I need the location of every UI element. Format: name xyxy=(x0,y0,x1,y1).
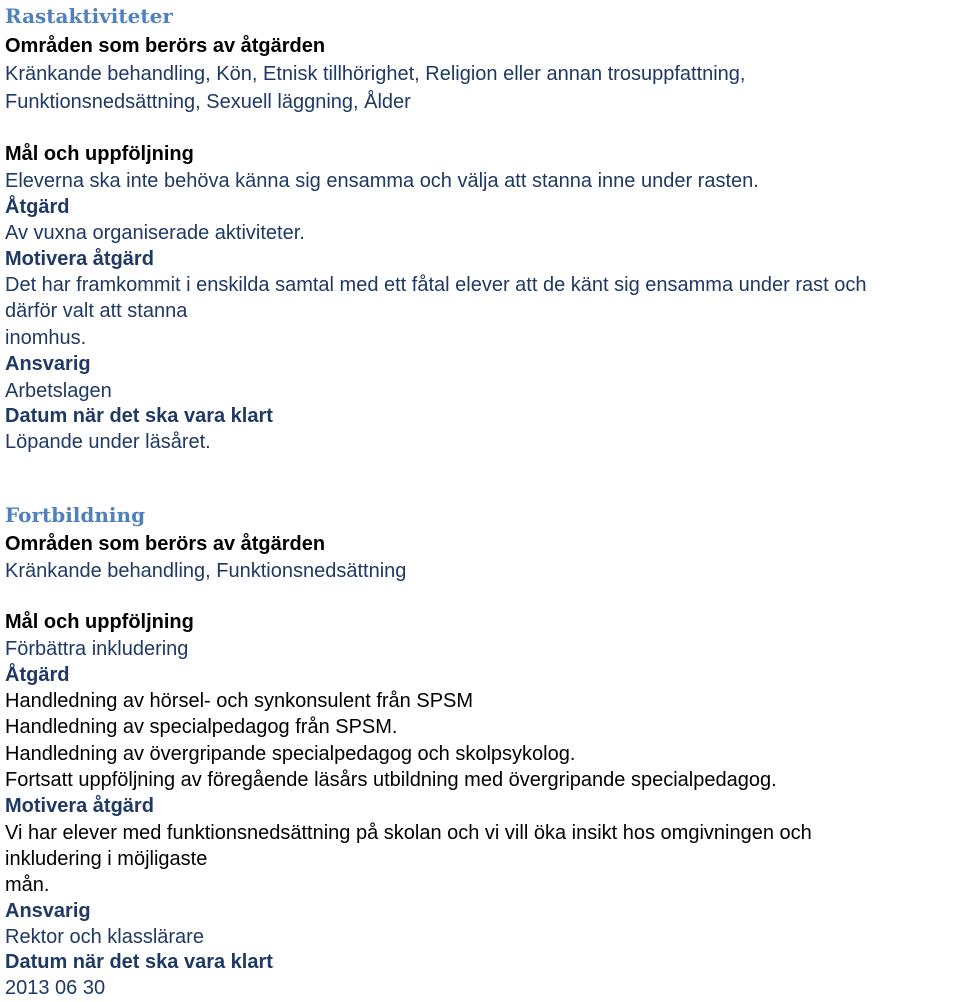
action-text: Av vuxna organiserade aktiviteter. xyxy=(5,222,305,244)
date-text: 2013 06 30 xyxy=(5,977,106,999)
motivate-heading: Motivera åtgärd xyxy=(5,795,154,817)
action-text: Handledning av specialpedagog från SPSM. xyxy=(5,716,398,738)
date-heading: Datum när det ska vara klart xyxy=(5,405,273,427)
motivate-text: Det har framkommit i enskilda samtal med ett fåtal elever att de känt sig ensamma under rast och xyxy=(5,274,867,296)
motivate-text: inkludering i möjligaste xyxy=(5,848,208,870)
responsible-text: Arbetslagen xyxy=(5,380,112,402)
areas-heading: Områden som berörs av åtgärden xyxy=(5,35,326,57)
areas-text: Kränkande behandling, Kön, Etnisk tillhörighet, Religion eller annan trosuppfattning, xyxy=(5,63,746,85)
date-text: Löpande under läsåret. xyxy=(5,431,211,453)
motivate-text: Vi har elever med funktionsnedsättning på skolan och vi vill öka insikt hos omgivningen och xyxy=(5,822,812,844)
responsible-text: Rektor och klasslärare xyxy=(5,926,204,948)
action-text: Handledning av övergripande specialpedagog och skolpsykolog. xyxy=(5,743,576,765)
goal-text: Förbättra inkludering xyxy=(5,638,189,660)
areas-heading: Områden som berörs av åtgärden xyxy=(5,533,326,555)
areas-text: Kränkande behandling, Funktionsnedsättning xyxy=(5,560,407,582)
action-text: Handledning av hörsel- och synkonsulent från SPSM xyxy=(5,690,474,712)
section-title-rastaktiviteter: Rastaktiviteter xyxy=(5,4,173,28)
goal-heading: Mål och uppföljning xyxy=(5,611,194,633)
motivate-text: inomhus. xyxy=(5,327,87,349)
action-text: Fortsatt uppföljning av föregående läsårs utbildning med övergripande specialpedagog. xyxy=(5,769,777,791)
goal-text: Eleverna ska inte behöva känna sig ensamma och välja att stanna inne under rasten. xyxy=(5,170,759,192)
goal-heading: Mål och uppföljning xyxy=(5,143,194,165)
motivate-heading: Motivera åtgärd xyxy=(5,248,154,270)
motivate-text: därför valt att stanna xyxy=(5,300,188,322)
responsible-heading: Ansvarig xyxy=(5,353,91,375)
responsible-heading: Ansvarig xyxy=(5,900,91,922)
action-heading: Åtgärd xyxy=(5,196,70,218)
section-title-fortbildning: Fortbildning xyxy=(5,503,146,527)
date-heading: Datum när det ska vara klart xyxy=(5,951,273,973)
action-heading: Åtgärd xyxy=(5,664,70,686)
motivate-text: mån. xyxy=(5,874,50,896)
areas-text: Funktionsnedsättning, Sexuell läggning, Ålder xyxy=(5,91,411,113)
